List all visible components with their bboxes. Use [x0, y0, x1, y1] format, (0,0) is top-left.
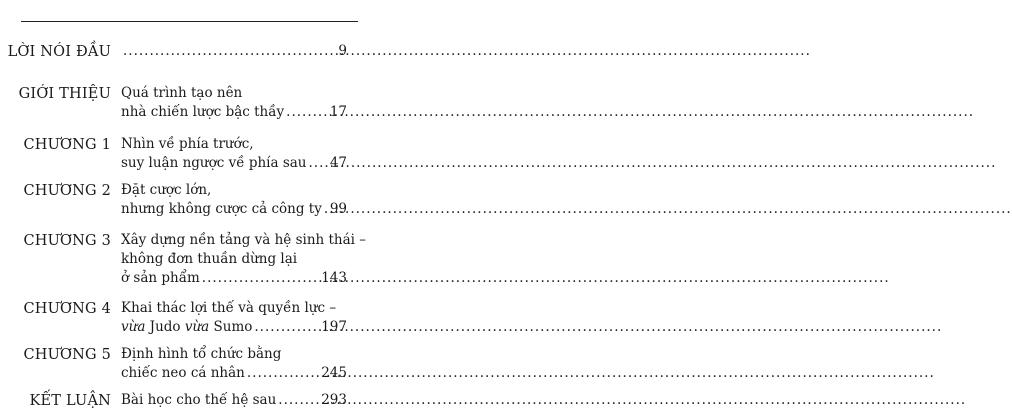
entry-text — [121, 391, 347, 410]
entry-title-line: chiếc neo cá nhân — [121, 365, 245, 381]
dot-leader — [286, 103, 974, 122]
entry-title-line: Nhìn về phía trước, — [121, 136, 254, 152]
dot-leader — [278, 391, 966, 410]
entry-page-number: 9 — [338, 43, 347, 59]
dot-leader — [254, 318, 942, 337]
dot-leader — [202, 269, 890, 288]
dot-leader — [324, 200, 1012, 219]
entry-label: CHƯƠNG 2 — [23, 183, 111, 199]
entry-title-line: ở sản phẩm — [121, 270, 200, 286]
entry-label: CHƯƠNG 1 — [23, 137, 111, 153]
entry-page-number: 197 — [321, 319, 347, 335]
entry-label: LỜI NÓI ĐẦU — [7, 44, 111, 60]
entry-leader-line — [121, 42, 347, 61]
entry-label: GIỚI THIỆU — [18, 86, 111, 102]
dot-leader — [123, 42, 811, 61]
entry-title-line: nhưng không cược cả công ty — [121, 201, 322, 217]
entry-title-line: không đơn thuần dừng lại — [121, 251, 298, 267]
entry-page-number: 143 — [321, 270, 347, 286]
entry-text — [121, 84, 347, 122]
entry-title-line: Quá trình tạo nên — [121, 85, 243, 101]
top-rule — [21, 21, 358, 22]
entry-leader-line — [121, 269, 347, 288]
title-word: Sumo — [209, 319, 253, 335]
entry-title-line: Định hình tổ chức bằng — [121, 346, 282, 362]
entry-leader-line — [121, 364, 347, 383]
entry-text — [121, 135, 347, 173]
dot-leader — [247, 364, 935, 383]
entry-leader-line — [121, 318, 347, 337]
entry-page-number: 99 — [329, 201, 347, 217]
entry-title-line: Bài học cho thế hệ sau — [121, 392, 277, 408]
entry-text — [121, 345, 347, 383]
entry-text — [121, 42, 347, 61]
entry-page-number: 17 — [329, 104, 347, 120]
dot-leader — [309, 154, 997, 173]
entry-label: CHƯƠNG 3 — [23, 233, 111, 249]
title-italic-word: vừa — [121, 319, 146, 335]
entry-title-line: suy luận ngược về phía sau — [121, 155, 307, 171]
entry-page-number: 245 — [321, 365, 347, 381]
title-italic-word: vừa — [184, 319, 210, 335]
entry-title-line: Xây dựng nền tảng và hệ sinh thái – — [121, 232, 367, 248]
entry-leader-line — [121, 103, 347, 122]
toc-page — [0, 0, 400, 409]
entry-title-line — [121, 318, 252, 337]
entry-title-line: Khai thác lợi thế và quyền lực – — [121, 300, 337, 316]
entry-page-number: 47 — [329, 155, 347, 171]
title-word: Judo — [145, 319, 185, 335]
entry-text — [121, 231, 367, 288]
entry-title-line: Đặt cược lớn, — [121, 182, 212, 198]
entry-leader-line — [121, 391, 347, 410]
entry-leader-line — [121, 200, 347, 219]
entry-label: KẾT LUẬN — [29, 393, 111, 409]
entry-text — [121, 181, 347, 219]
entry-label: CHƯƠNG 4 — [23, 301, 111, 317]
entry-page-number: 293 — [321, 392, 347, 408]
entry-leader-line — [121, 154, 347, 173]
entry-text — [121, 299, 347, 337]
entry-label: CHƯƠNG 5 — [23, 347, 111, 363]
entry-title-line: nhà chiến lược bậc thầy — [121, 104, 285, 120]
